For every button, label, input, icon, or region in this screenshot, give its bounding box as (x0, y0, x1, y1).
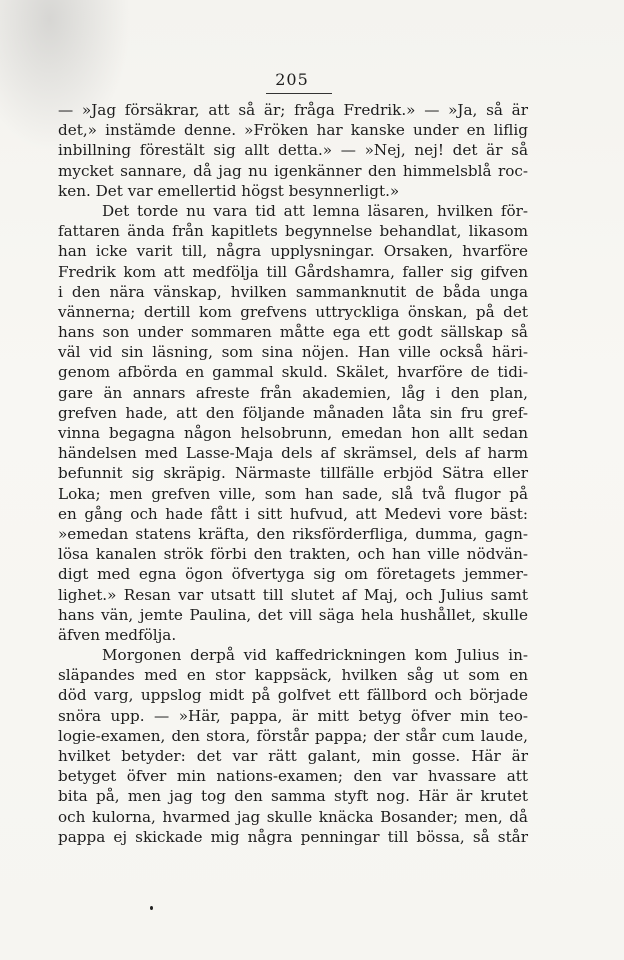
text-line: händelsen med Lasse-Maja dels af skrämsel, dels af harm (58, 444, 528, 463)
text-line: betyget öfver min nations-examen; den var hvassare att (58, 767, 528, 786)
text-line: genom afbörda en gammal skuld. Skälet, hvarföre de tidi- (58, 363, 528, 382)
body-text (58, 100, 528, 847)
text-line: och kulorna, hvarmed jag skulle knäcka Bosander; men, då (58, 807, 528, 826)
text-line: släpandes med en stor kappsäck, hvilken såg ut som en (58, 666, 528, 685)
text-line: befunnit sig skräpig. Närmaste tillfälle erbjöd Sätra eller (58, 464, 528, 483)
text-line: ken. Det var emellertid högst besynnerligt.» (58, 181, 400, 200)
text-line: gare än annars afreste från akademien, låg i den plan, (58, 383, 528, 402)
text-line: död varg, uppslog midt på golfvet ett fällbord och började (58, 686, 528, 705)
text-line: äfven medfölja. (58, 625, 177, 644)
text-line: inbillning förestält sig allt detta.» — »Nej, nej! det är så (58, 141, 528, 160)
header-rule (266, 93, 332, 94)
text-line: fattaren ända från kapitlets begynnelse behandlat, likasom (58, 222, 528, 241)
text-line: Loka; men grefven ville, som han sade, slå två flugor på (58, 484, 528, 503)
text-line: bita på, men jag tog den samma styft nog. Här är krutet (58, 787, 528, 806)
text-line: lösa kanalen strök förbi den trakten, och han ville nödvän- (58, 545, 528, 564)
text-line: pappa ej skickade mig några penningar till bössa, så står (58, 827, 528, 846)
text-line: snöra upp. — »Här, pappa, är mitt betyg öfver min teo- (58, 706, 528, 725)
text-line: han icke varit till, några upplysningar. Orsaken, hvarföre (58, 242, 528, 261)
text-line: hans vän, jemte Paulina, det vill säga hela hushållet, skulle (58, 605, 528, 624)
text-line: »emedan statens kräfta, den riksförderfliga, dumma, gagn- (58, 524, 528, 543)
text-line: grefven hade, att den följande månaden låta sin fru gref- (58, 403, 528, 422)
text-line: hans son under sommaren måtte ega ett godt sällskap så (58, 323, 528, 342)
text-line: i den nära vänskap, hvilken sammanknutit de båda unga (58, 282, 528, 301)
text-line: vinna begagna någon helsobrunn, emedan hon allt sedan (58, 424, 528, 442)
text-line: logie-examen, den stora, förstår pappa; der står cum laude, (58, 726, 528, 745)
text-line: lighet.» Resan var utsatt till slutet af Maj, och Julius samt (58, 585, 528, 604)
text-line: digt med egna ögon öfvertyga sig om företagets jemmer- (58, 565, 528, 584)
page-number: 205 (275, 70, 309, 89)
paragraph (58, 645, 528, 847)
text-line: en gång och hade fått i sitt hufvud, att Medevi vore bäst: (58, 504, 528, 523)
ink-speck (150, 906, 153, 910)
text-line: Morgonen derpå vid kaffedrickningen kom Julius in- (102, 646, 528, 665)
text-line: hvilket betyder: det var rätt galant, min gosse. Här är (58, 747, 528, 765)
paragraph (58, 100, 528, 201)
text-line: Det torde nu vara tid att lemna läsaren, hvilken för- (102, 201, 528, 220)
text-line: det,» instämde denne. »Fröken har kanske under en liflig (58, 121, 528, 140)
text-line: väl vid sin läsning, som sina nöjen. Han ville också häri- (58, 343, 528, 362)
text-line: — »Jag försäkrar, att så är; fråga Fredrik.» — »Ja, så är (58, 101, 528, 119)
text-line: Fredrik kom att medfölja till Gårdshamra, faller sig gifven (58, 262, 528, 281)
text-line: vännerna; dertill kom grefvens uttryckliga önskan, på det (58, 302, 528, 321)
paragraph (58, 201, 528, 645)
text-line: mycket sannare, då jag nu igenkänner den himmelsblå roc- (58, 161, 528, 180)
